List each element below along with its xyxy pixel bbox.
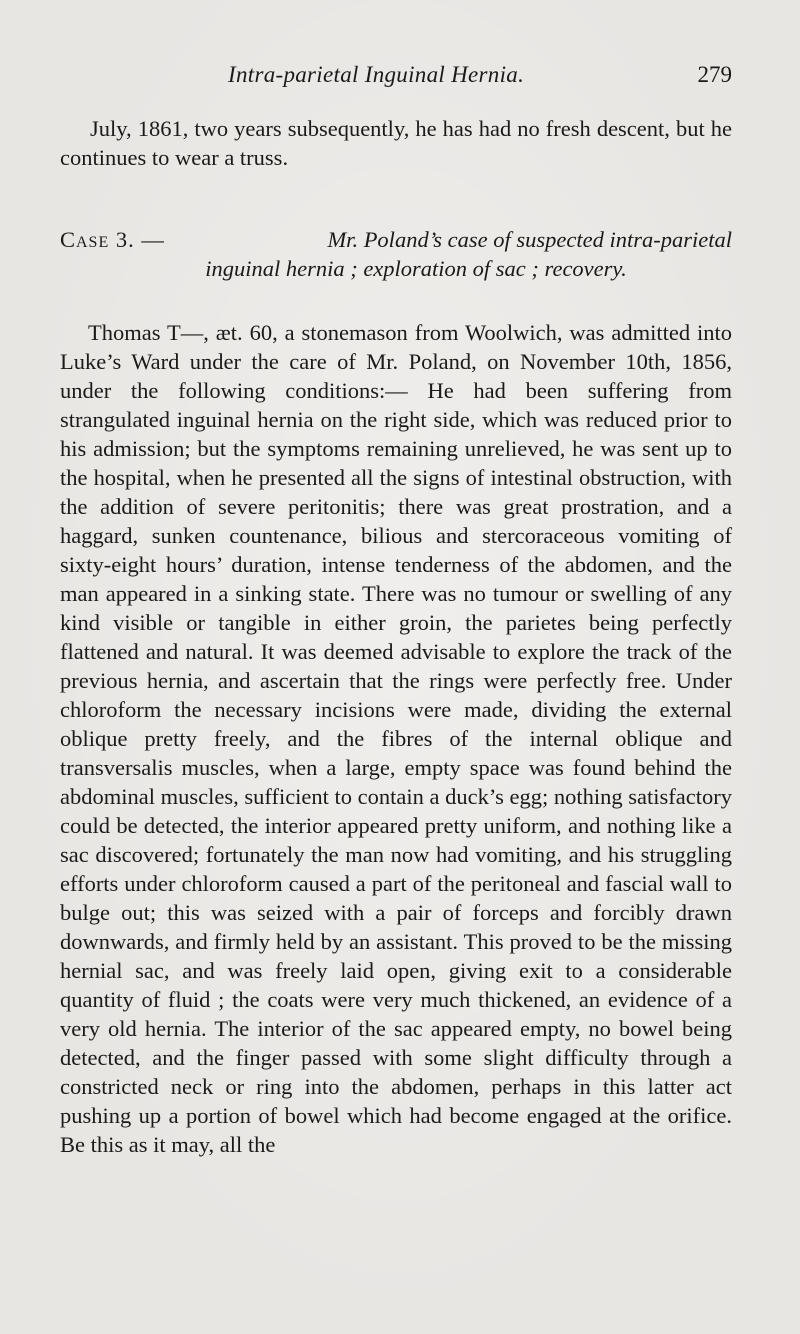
running-title: Intra-parietal Inguinal Hernia.: [228, 62, 525, 87]
page-number: 279: [697, 62, 732, 87]
paragraph-main: Thomas T—, æt. 60, a stonemason from Woolwich, was admitted into Luke’s Ward under the care of Mr. Poland, on November 10th, 1856, under the following conditions:— He had been suffering from strangulated inguinal hernia on the right side, which was reduced prior to his admission; but the symptoms remaining unrelieved, he was sent up to the hospital, when he presented all the signs of intestinal obstruction, with the addition of severe peritonitis; there was great prostration, and a haggard, sunken countenance, bilious and stercoraceous vomiting of sixty-eight hours’ duration, intense tenderness of the abdomen, and the man appeared in a sinking state. There was no tumour or swelling of any kind visible or tangible in either groin, the parietes being perfectly flattened and natural. It was deemed advisable to explore the track of the previous hernia, and ascertain that the rings were perfectly free. Under chloroform the necessary incisions were made, dividing the external oblique pretty freely, and the fibres of the internal oblique and transversalis muscles, when a large, empty space was found behind the abdominal muscles, sufficient to contain a duck’s egg; nothing satisfactory could be detected, the interior appeared pretty uniform, and nothing like a sac discovered; fortunately the man now had vomiting, and his struggling efforts under chloroform caused a part of the peritoneal and fascial wall to bulge out; this was seized with a pair of forceps and forcibly drawn downwards, and firmly held by an assistant. This proved to be the missing hernial sac, and was freely laid open, giving exit to a considerable quantity of fluid ; the coats were very much thickened, an evidence of a very old hernia. The interior of the sac appeared empty, no bowel being detected, and the finger passed with some slight difficulty through a constricted neck or ring into the abdomen, perhaps in this latter act pushing up a portion of bowel which had become engaged at the orifice. Be this as it may, all the: [60, 320, 732, 1157]
case-heading-line-1: [60, 225, 732, 254]
running-head: [60, 62, 732, 94]
paragraph-continuation: July, 1861, two years subsequently, he has had no fresh descent, but he continues to wear a truss.: [60, 116, 732, 170]
case-label: Case 3. —: [60, 227, 165, 252]
case-title-line-1: Mr. Poland’s case of suspected intra-parietal: [327, 227, 732, 252]
case-title-line-2: inguinal hernia ; exploration of sac ; recovery.: [205, 256, 627, 281]
case-heading: [60, 225, 732, 283]
